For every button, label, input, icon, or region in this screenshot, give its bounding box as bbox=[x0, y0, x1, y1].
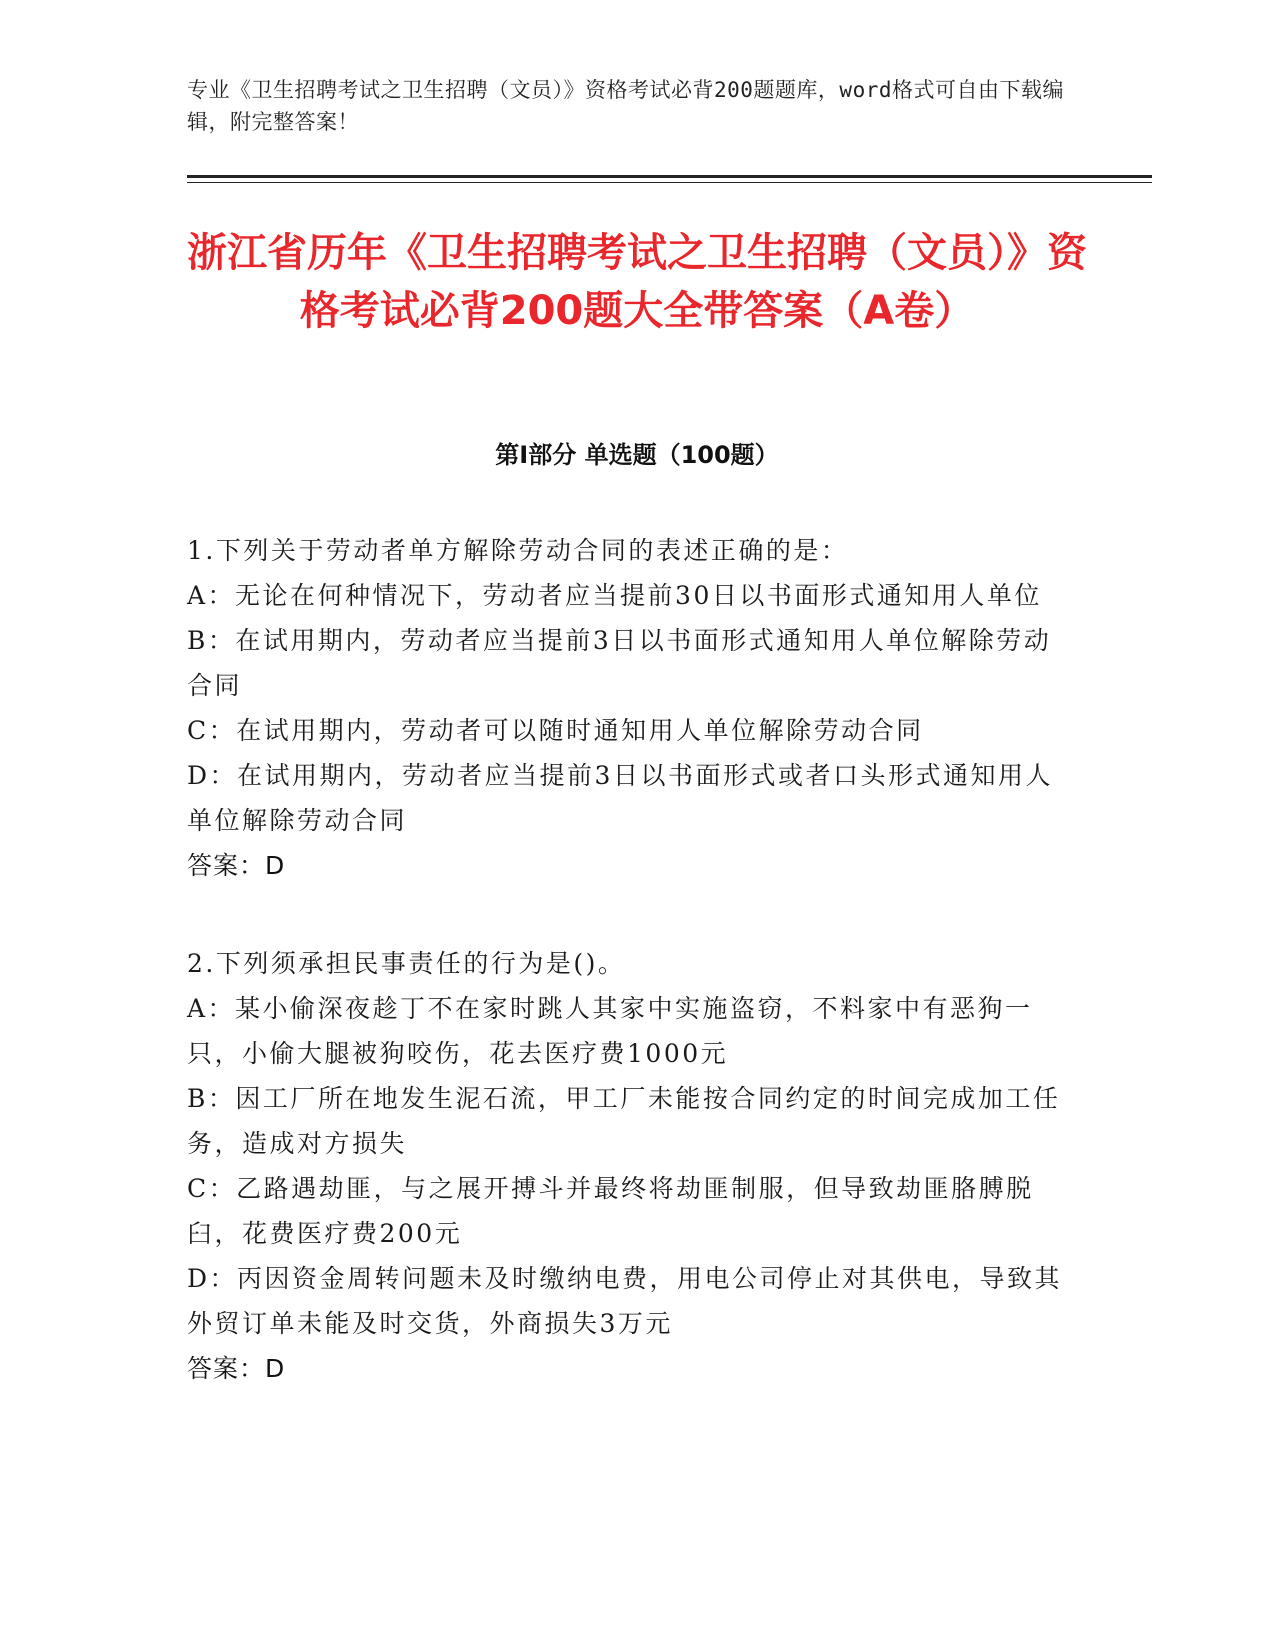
option-d: D：在试用期内，劳动者应当提前3日以书面形式或者口头形式通知用人单位解除劳动合同 bbox=[187, 761, 1053, 835]
answer-line: 答案：D bbox=[187, 1354, 286, 1383]
answer-line: 答案：D bbox=[187, 851, 286, 880]
document-title: 浙江省历年《卫生招聘考试之卫生招聘（文员）》资格考试必背200题大全带答案（A卷） bbox=[187, 230, 1087, 334]
header-rule-thin bbox=[187, 182, 1152, 183]
option-b: B：因工厂所在地发生泥石流，甲工厂未能按合同约定的时间完成加工任务，造成对方损失 bbox=[187, 1084, 1061, 1158]
option-c: C：在试用期内，劳动者可以随时通知用人单位解除劳动合同 bbox=[187, 716, 924, 745]
option-d: D：丙因资金周转问题未及时缴纳电费，用电公司停止对其供电，导致其外贸订单未能及时交货，外商损失3万元 bbox=[187, 1264, 1063, 1338]
section-heading: 第Ⅰ部分 单选题（100题） bbox=[495, 441, 779, 469]
header-rule-thick bbox=[187, 175, 1152, 178]
question-list bbox=[187, 528, 1067, 1444]
question-stem: 1.下列关于劳动者单方解除劳动合同的表述正确的是： bbox=[187, 536, 849, 565]
option-c: C：乙路遇劫匪，与之展开搏斗并最终将劫匪制服，但导致劫匪胳膊脱臼，花费医疗费200元 bbox=[187, 1174, 1034, 1248]
option-a: A：某小偷深夜趁丁不在家时跳人其家中实施盗窃，不料家中有恶狗一只，小偷大腿被狗咬伤，花去医疗费1000元 bbox=[187, 994, 1033, 1068]
question-1 bbox=[187, 528, 1067, 888]
option-a: A：无论在何种情况下，劳动者应当提前30日以书面形式通知用人单位 bbox=[187, 581, 1042, 610]
question-stem: 2.下列须承担民事责任的行为是()。 bbox=[187, 949, 626, 978]
option-b: B：在试用期内，劳动者应当提前3日以书面形式通知用人单位解除劳动合同 bbox=[187, 626, 1052, 700]
header-note: 专业《卫生招聘考试之卫生招聘（文员）》资格考试必背200题题库，word格式可自由下载编辑，附完整答案！ bbox=[187, 78, 1064, 134]
question-2 bbox=[187, 941, 1067, 1391]
